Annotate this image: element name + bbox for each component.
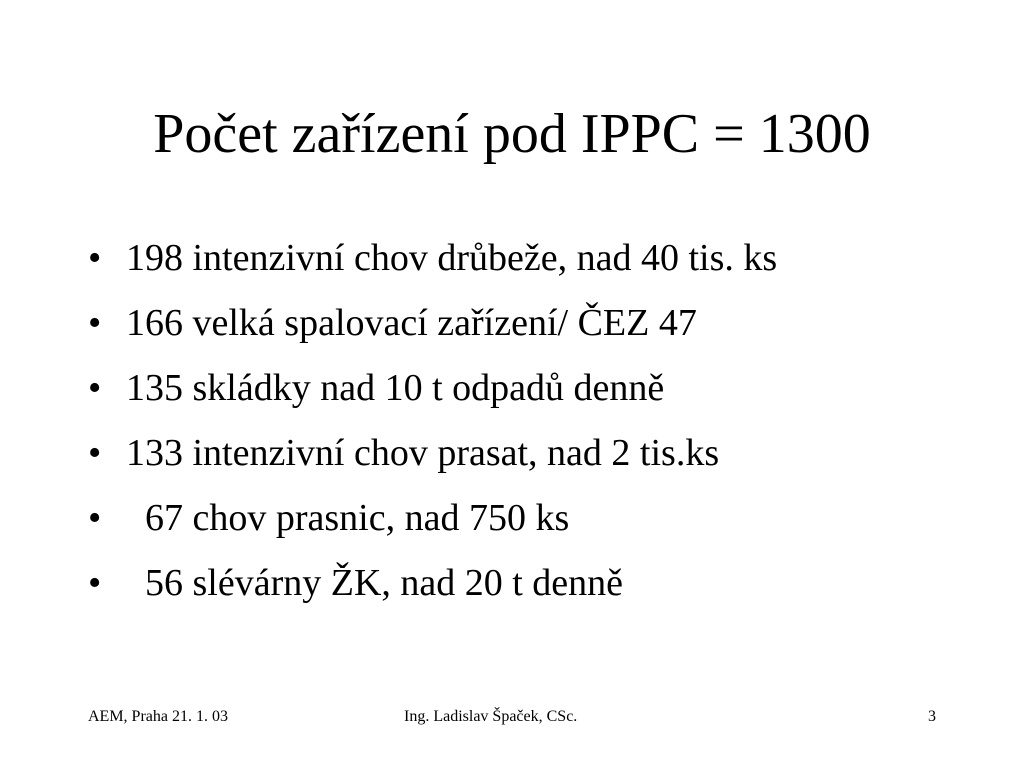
bullet-text: 135 skládky nad 10 t odpadů denně xyxy=(126,367,665,409)
bullet-marker: • xyxy=(88,367,102,409)
footer-date-location: AEM, Praha 21. 1. 03 xyxy=(88,708,228,725)
slide-title: Počet zařízení pod IPPC = 1300 xyxy=(153,103,871,165)
footer-author: Ing. Ladislav Špaček, CSc. xyxy=(404,708,578,725)
bullet-marker: • xyxy=(88,497,102,539)
bullet-marker: • xyxy=(88,562,102,604)
bullet-text: 198 intenzivní chov drůbeže, nad 40 tis. ks xyxy=(126,237,778,279)
bullet-marker: • xyxy=(88,302,102,344)
bullet-text: 67 chov prasnic, nad 750 ks xyxy=(126,497,570,539)
footer-page-number: 3 xyxy=(928,708,936,725)
bullet-marker: • xyxy=(88,237,102,279)
bullet-marker: • xyxy=(88,432,102,474)
bullet-text: 166 velká spalovací zařízení/ ČEZ 47 xyxy=(126,302,697,344)
bullet-text: 56 slévárny ŽK, nad 20 t denně xyxy=(126,562,624,604)
bullet-text: 133 intenzivní chov prasat, nad 2 tis.ks xyxy=(126,432,720,474)
